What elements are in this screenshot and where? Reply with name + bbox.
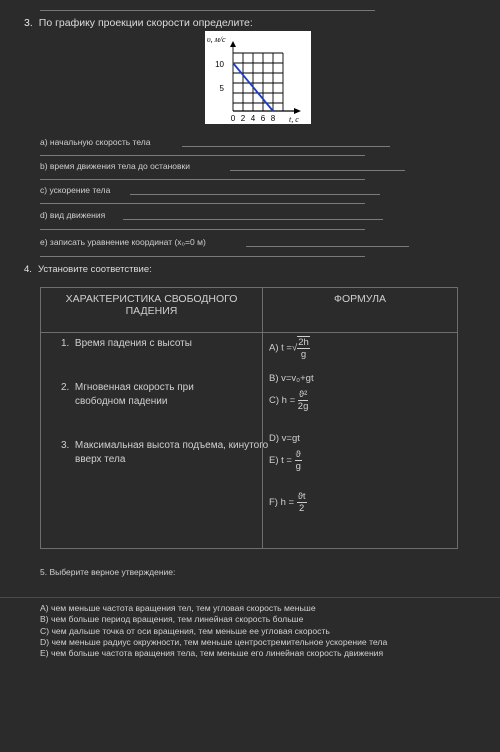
characteristic-item-1: 1. Время падения с высоты	[61, 338, 192, 349]
question-4-number: 4.	[24, 264, 32, 275]
option-c: C) чем дальше точка от оси вращения, тем меньше ее угловая скорость	[40, 625, 330, 636]
q3-answer-line-a1	[182, 146, 390, 147]
table-header-characteristic: ХАРАКТЕРИСТИКА СВОБОДНОГО ПАДЕНИЯ	[41, 288, 263, 333]
formula-a: A) t =√ $\frac{2h}{g}$	[269, 337, 309, 360]
y-tick-5: 5	[219, 84, 224, 93]
matching-table	[40, 287, 458, 549]
formula-d: D) v=gt	[269, 433, 300, 444]
q3-item-c: c) ускорение тела	[40, 185, 111, 195]
option-e: E) чем больше частота вращения тела, тем меньше его линейная скорость движения	[40, 648, 384, 659]
q3-answer-line-e1	[246, 246, 409, 247]
question-5-title: 5. Выберите верное утверждение:	[40, 567, 176, 577]
q3-answer-line-b1	[230, 170, 405, 171]
characteristic-item-2: 2. Мгновенная скорость при свободном падении	[61, 382, 194, 407]
question-3-title: По графику проекции скорости определите:	[38, 17, 253, 29]
question-3-heading	[24, 17, 253, 29]
characteristic-item-3: 3. Максимальная высота подъема, кинутого вверх тела	[61, 440, 269, 465]
q3-answer-line-c2	[40, 203, 365, 204]
formulas-cell	[263, 333, 458, 549]
q3-item-a: а) начальную скорость тела	[40, 137, 151, 147]
top-divider	[40, 10, 375, 11]
formula-f: F) h = $\frac{ϑt}{2}$	[269, 491, 306, 514]
characteristics-cell	[41, 333, 269, 549]
q3-answer-line-d2	[40, 229, 365, 230]
y-tick-10: 10	[215, 60, 224, 69]
formula-e: E) t = $\frac{ϑ}{g}$	[269, 449, 301, 472]
q3-answer-line-a2	[40, 155, 365, 156]
velocity-graph	[205, 31, 311, 124]
option-d: D) чем меньше радиус окружности, тем меньше центростремительное ускорение тела	[40, 636, 388, 647]
q3-item-e: e) записать уравнение координат (x₀=0 м)	[40, 237, 206, 247]
x-tick-4: 4	[250, 114, 256, 123]
question-3-number: 3.	[24, 17, 33, 29]
q3-item-b: b) время движения тела до остановки	[40, 161, 190, 171]
x-tick-0: 0	[230, 114, 236, 123]
velocity-graph-svg	[205, 31, 311, 124]
q3-answer-line-e2	[40, 256, 365, 257]
q3-item-d: d) вид движения	[40, 210, 106, 220]
question-5-options	[40, 603, 387, 659]
section-separator	[0, 597, 500, 598]
y-axis-arrow	[230, 41, 236, 47]
question-4-title: Установите соответствие:	[37, 264, 152, 275]
q3-answer-line-d1	[123, 219, 383, 220]
x-tick-8: 8	[270, 114, 276, 123]
question-4-heading	[24, 264, 152, 275]
formula-c: C) h = $\frac{\text{ϑ²}}{2g}$	[269, 389, 309, 412]
table-header-formula: ФОРМУЛА	[263, 288, 458, 333]
option-b: B) чем больше период вращения, тем линейная скорость больше	[40, 614, 304, 625]
x-tick-2: 2	[240, 114, 246, 123]
formula-b: B) v=v₀+gt	[269, 373, 314, 384]
q3-answer-line-b2	[40, 179, 365, 180]
x-tick-6: 6	[260, 114, 266, 123]
option-a: A) чем меньше частота вращения тел, тем угловая скорость меньше	[40, 603, 316, 613]
y-axis-label: υ, м/с	[207, 35, 226, 44]
x-axis-arrow	[294, 108, 301, 114]
x-axis-label: t, c	[289, 115, 299, 124]
q3-answer-line-c1	[130, 194, 380, 195]
